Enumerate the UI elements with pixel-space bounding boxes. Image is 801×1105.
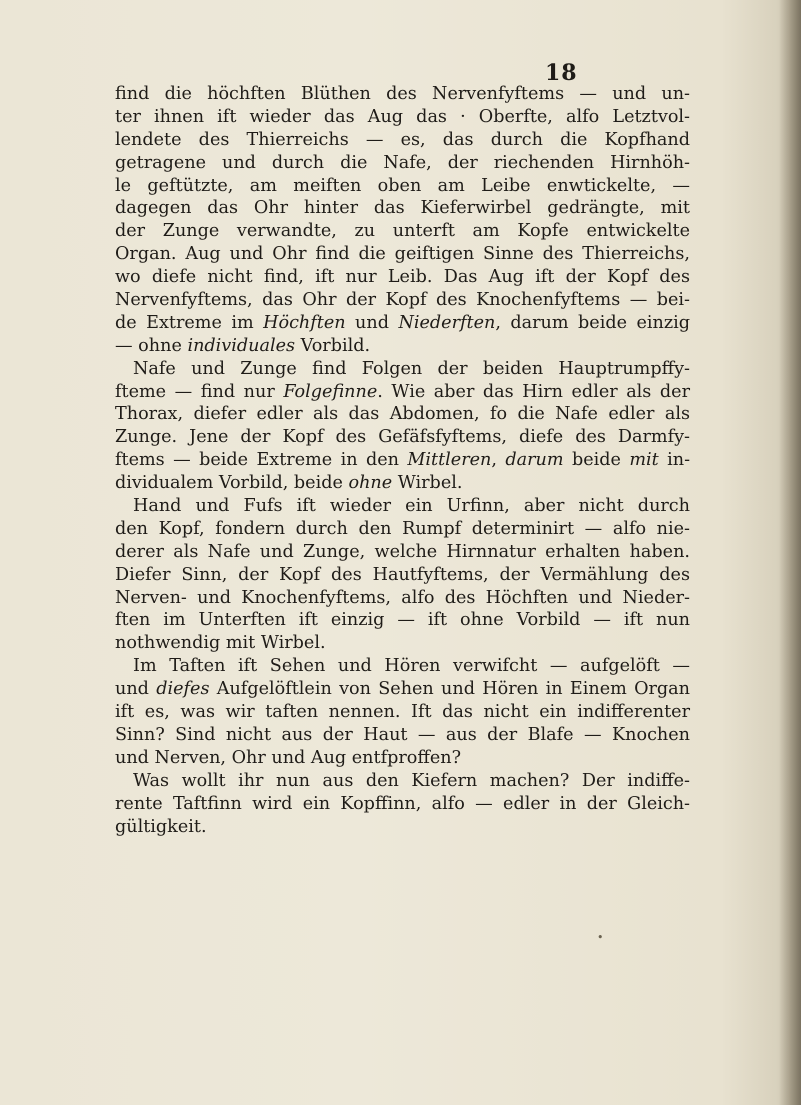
text-line: gültigkeit. (115, 816, 207, 837)
text-line: Hand und Fufs ift wieder ein Urfinn, aber nicht durch (133, 496, 690, 517)
text-segment: de Extreme im (115, 312, 264, 333)
printer-mark: • (597, 931, 604, 944)
page-number: 18 (545, 60, 578, 86)
text-line: Zunge. Jene der Kopf des Gefäfsfyftems, diefe des Darmfy- (115, 427, 690, 448)
page-edge-shadow (779, 0, 801, 1105)
text-line: Sinn? Sind nicht aus der Haut — aus der Blafe — Knochen (115, 724, 690, 745)
paragraph (115, 358, 690, 495)
emphasized-text: Folgefinne (283, 381, 378, 402)
text-segment: Aufgelöftlein von Sehen und Hören in Einem Organ (209, 679, 690, 700)
emphasized-text: Niederften (398, 312, 496, 333)
text-line: der Zunge verwandte, zu unterft am Kopfe entwickelte (115, 221, 690, 242)
body-text (115, 83, 690, 838)
text-line: lendete des Thierreichs — es, das durch die Kopfhand (115, 129, 690, 150)
text-segment: — ohne (115, 335, 188, 356)
text-segment: und (115, 679, 157, 700)
text-segment: Wirbel. (392, 473, 463, 494)
text-segment: , (491, 450, 506, 471)
emphasized-text: mit (629, 450, 659, 471)
text-line: wo diefe nicht find, ift nur Leib. Das Aug ift der Kopf des (115, 267, 690, 288)
text-line (115, 678, 690, 701)
text-line (115, 449, 690, 472)
text-segment: . Wie aber das Hirn edler als der (377, 381, 690, 402)
emphasized-text: diefes (156, 679, 210, 700)
text-line: dagegen das Ohr hinter das Kieferwirbel gedrängte, mit (115, 198, 690, 219)
emphasized-text: individuales (187, 335, 296, 356)
text-line: ften im Unterften ift einzig — ift ohne Vorbild — ift nun (115, 610, 690, 631)
text-line (115, 381, 690, 404)
text-line: ter ihnen ift wieder das Aug das · Oberfte, alfo Letztvol- (115, 106, 690, 127)
text-line: den Kopf, fondern durch den Rumpf determinirt — alfo nie- (115, 518, 690, 539)
paragraph (115, 770, 690, 839)
text-line: und Nerven, Ohr und Aug entfproffen? (115, 747, 462, 768)
emphasized-text: Höchften (263, 312, 346, 333)
text-line: le geftützte, am meiften oben am Leibe enwtickelte, — (115, 175, 690, 196)
text-segment: Vorbild. (295, 335, 371, 356)
paragraph (115, 83, 690, 358)
text-line: derer als Nafe und Zunge, welche Hirnnatur erhalten haben. (115, 541, 690, 562)
emphasized-text: Mittleren (407, 450, 492, 471)
text-line: rente Taftfinn wird ein Kopffinn, alfo — edler in der Gleich- (115, 793, 690, 814)
text-line: getragene und durch die Nafe, der riechenden Hirnhöh- (115, 152, 690, 173)
text-segment: in- (658, 450, 691, 471)
text-line: Organ. Aug und Ohr find die geiftigen Sinne des Thierreichs, (115, 244, 690, 265)
text-line: ift es, was wir taften nennen. Ift das nicht ein indifferenter (115, 702, 690, 723)
text-segment: , darum beide einzig (495, 312, 690, 333)
text-line: Nervenfyftems, das Ohr der Kopf des Knochenfyftems — bei- (115, 290, 690, 311)
text-segment: dividualem Vorbild, beide (115, 473, 349, 494)
text-line (115, 335, 690, 358)
text-line: nothwendig mit Wirbel. (115, 633, 326, 654)
text-line: Im Taften ift Sehen und Hören verwifcht — aufgelöft — (133, 656, 690, 677)
text-line: Was wollt ihr nun aus den Kiefern machen? Der indiffe- (133, 770, 690, 791)
text-line: Thorax, diefer edler als das Abdomen, fo die Nafe edler als (115, 404, 690, 425)
text-line (115, 312, 690, 335)
text-line (115, 472, 690, 495)
text-segment: ftems — beide Extreme in den (115, 450, 408, 471)
paragraph (115, 655, 690, 769)
text-line: Diefer Sinn, der Kopf des Hautfyftems, der Vermählung des (115, 564, 690, 585)
emphasized-text: darum (505, 450, 564, 471)
text-segment: und (345, 312, 399, 333)
text-line: Nerven- und Knochenfyftems, alfo des Höchften und Nieder- (115, 587, 690, 608)
emphasized-text: ohne (348, 473, 393, 494)
text-line: Nafe und Zunge find Folgen der beiden Hauptrumpffy- (133, 358, 690, 379)
paragraph (115, 495, 690, 655)
text-segment: fteme — find nur (115, 381, 284, 402)
text-line: find die höchften Blüthen des Nervenfyftems — und un- (115, 84, 690, 104)
text-segment: beide (563, 450, 630, 471)
